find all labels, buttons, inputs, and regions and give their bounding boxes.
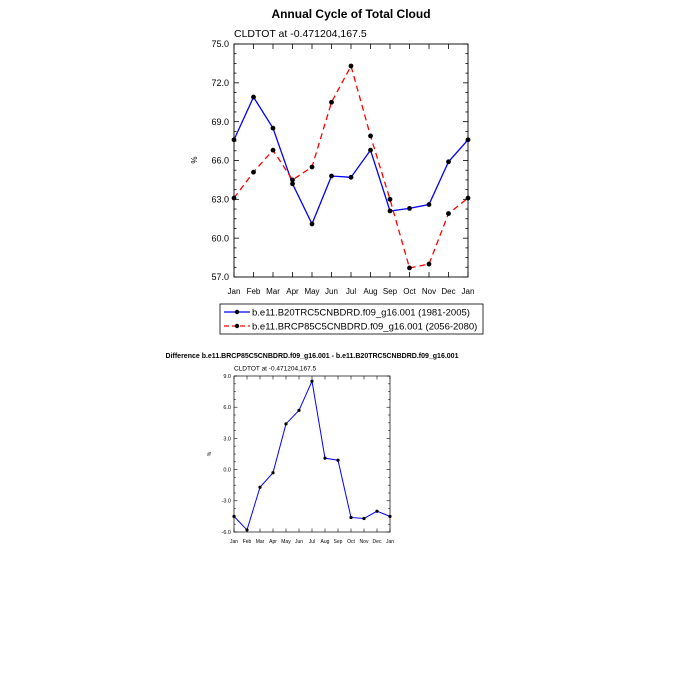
x-tick-label: Dec: [372, 539, 382, 545]
series-1-point: [232, 515, 235, 518]
y-axis-label: %: [190, 156, 199, 164]
x-tick-label: Feb: [242, 539, 252, 545]
y-tick-label: 63.0: [211, 194, 229, 205]
legend-marker-series-2: [235, 324, 239, 328]
series-2-point: [407, 266, 412, 271]
chart-subtitle: CLDTOT at -0.471204,167.5: [234, 28, 367, 40]
series-1-point: [323, 457, 326, 460]
series-2-point: [368, 134, 373, 139]
series-line-2: [234, 66, 468, 268]
y-tick-label: 72.0: [211, 77, 229, 88]
y-tick-labels: [222, 374, 231, 536]
series-2-point: [290, 178, 295, 183]
chart-subtitle: CLDTOT at -0.471204,167.5: [234, 365, 317, 373]
x-tick-label: Jul: [345, 287, 357, 296]
series-2-point: [271, 148, 276, 153]
series-1-point: [388, 515, 391, 518]
x-tick-label: Dec: [441, 287, 456, 296]
x-tick-label: Jan: [227, 287, 241, 296]
series-1-point: [407, 206, 412, 211]
x-tick-label: Nov: [359, 539, 369, 545]
legend-label-series-2: b.e11.BRCP85C5CNBDRD.f09_g16.001 (2056-2080): [252, 321, 478, 333]
plot-frame: [234, 44, 468, 277]
y-tick-label: 60.0: [211, 233, 229, 244]
x-tick-label: Feb: [246, 287, 261, 296]
x-tick-label: Oct: [403, 287, 416, 296]
series-1-point: [271, 471, 274, 474]
y-tick-label: 69.0: [211, 116, 229, 127]
series-1-point: [232, 137, 237, 142]
series-2-point: [349, 64, 354, 69]
series-1-point: [310, 222, 315, 227]
series-1-point: [427, 202, 432, 207]
x-tick-label: Jul: [308, 539, 316, 545]
series-1-point: [284, 422, 287, 425]
y-tick-labels: [211, 39, 229, 282]
x-tick-label: Jan: [461, 287, 475, 296]
y-tick-label: 6.0: [223, 405, 231, 412]
difference-chart: [166, 353, 459, 545]
y-tick-label: 9.0: [223, 373, 231, 380]
series-1-point: [258, 486, 261, 489]
series-1-point: [375, 510, 378, 513]
y-tick-label: -6.0: [221, 529, 231, 536]
x-tick-label: Aug: [363, 287, 378, 296]
series-2-point: [466, 196, 471, 201]
x-tick-label: May: [281, 539, 291, 545]
x-tick-label: Apr: [269, 539, 277, 545]
legend-label-series-1: b.e11.B20TRC5CNBDRD.f09_g16.001 (1981-2005): [252, 307, 470, 319]
chart-title: Annual Cycle of Total Cloud: [271, 7, 431, 21]
series-1-point: [329, 174, 334, 179]
series-2-point: [446, 211, 451, 216]
x-tick-label: Apr: [286, 287, 299, 296]
x-tick-labels: [228, 287, 475, 296]
series-1-point: [297, 409, 300, 412]
series-1-point: [336, 459, 339, 462]
x-tick-label: Jan: [229, 539, 239, 545]
series-1-point: [446, 159, 451, 164]
x-tick-label: Mar: [255, 539, 265, 545]
x-tick-label: Nov: [421, 287, 437, 296]
series-2-point: [232, 196, 237, 201]
series-2-point: [310, 165, 315, 170]
legend: [220, 304, 483, 334]
x-tick-label: Sep: [333, 539, 343, 545]
series-1-point: [349, 516, 352, 519]
x-tick-labels: [230, 539, 394, 545]
y-tick-label: 66.0: [211, 155, 229, 166]
series-1-point: [271, 126, 276, 131]
y-tick-label: 0.0: [223, 467, 231, 474]
plot-border: [234, 44, 468, 277]
x-tick-label: Sep: [382, 287, 398, 296]
series-2-point: [388, 197, 393, 202]
chart-title: Difference b.e11.BRCP85C5CNBDRD.f09_g16.001 - b.e11.B20TRC5CNBDRD.f09_g16.001: [165, 353, 459, 360]
series-line-1: [234, 97, 468, 224]
x-tick-label: Aug: [320, 539, 330, 545]
y-tick-label: -3.0: [221, 498, 231, 505]
legend-marker-series-1: [235, 310, 239, 314]
x-tick-label: Oct: [347, 539, 355, 545]
series-2-point: [251, 170, 256, 175]
plot-frame: [234, 376, 390, 532]
y-tick-label: 57.0: [211, 272, 229, 283]
series-2-point: [329, 100, 334, 105]
plot-border: [234, 376, 390, 532]
y-tick-label: 3.0: [223, 436, 231, 443]
series-1-point: [466, 137, 471, 142]
series-1-point: [368, 148, 373, 153]
series-1-point: [310, 380, 313, 383]
series-group: [232, 380, 391, 532]
series-1-point: [349, 175, 354, 180]
series-1-point: [362, 517, 365, 520]
series-1-point: [251, 95, 256, 100]
series-1-point: [245, 528, 248, 531]
series-line-1: [234, 381, 390, 530]
x-tick-label: May: [304, 287, 320, 296]
series-2-point: [427, 262, 432, 267]
annual-cycle-chart: [190, 7, 483, 334]
x-tick-label: Jun: [294, 539, 304, 545]
x-tick-label: Jan: [385, 539, 395, 545]
x-tick-label: Jun: [325, 287, 338, 296]
series-1-point: [388, 209, 393, 214]
y-axis-label: %: [207, 451, 213, 457]
y-tick-label: 75.0: [211, 39, 229, 50]
x-tick-label: Mar: [266, 287, 280, 296]
series-group: [232, 64, 471, 271]
